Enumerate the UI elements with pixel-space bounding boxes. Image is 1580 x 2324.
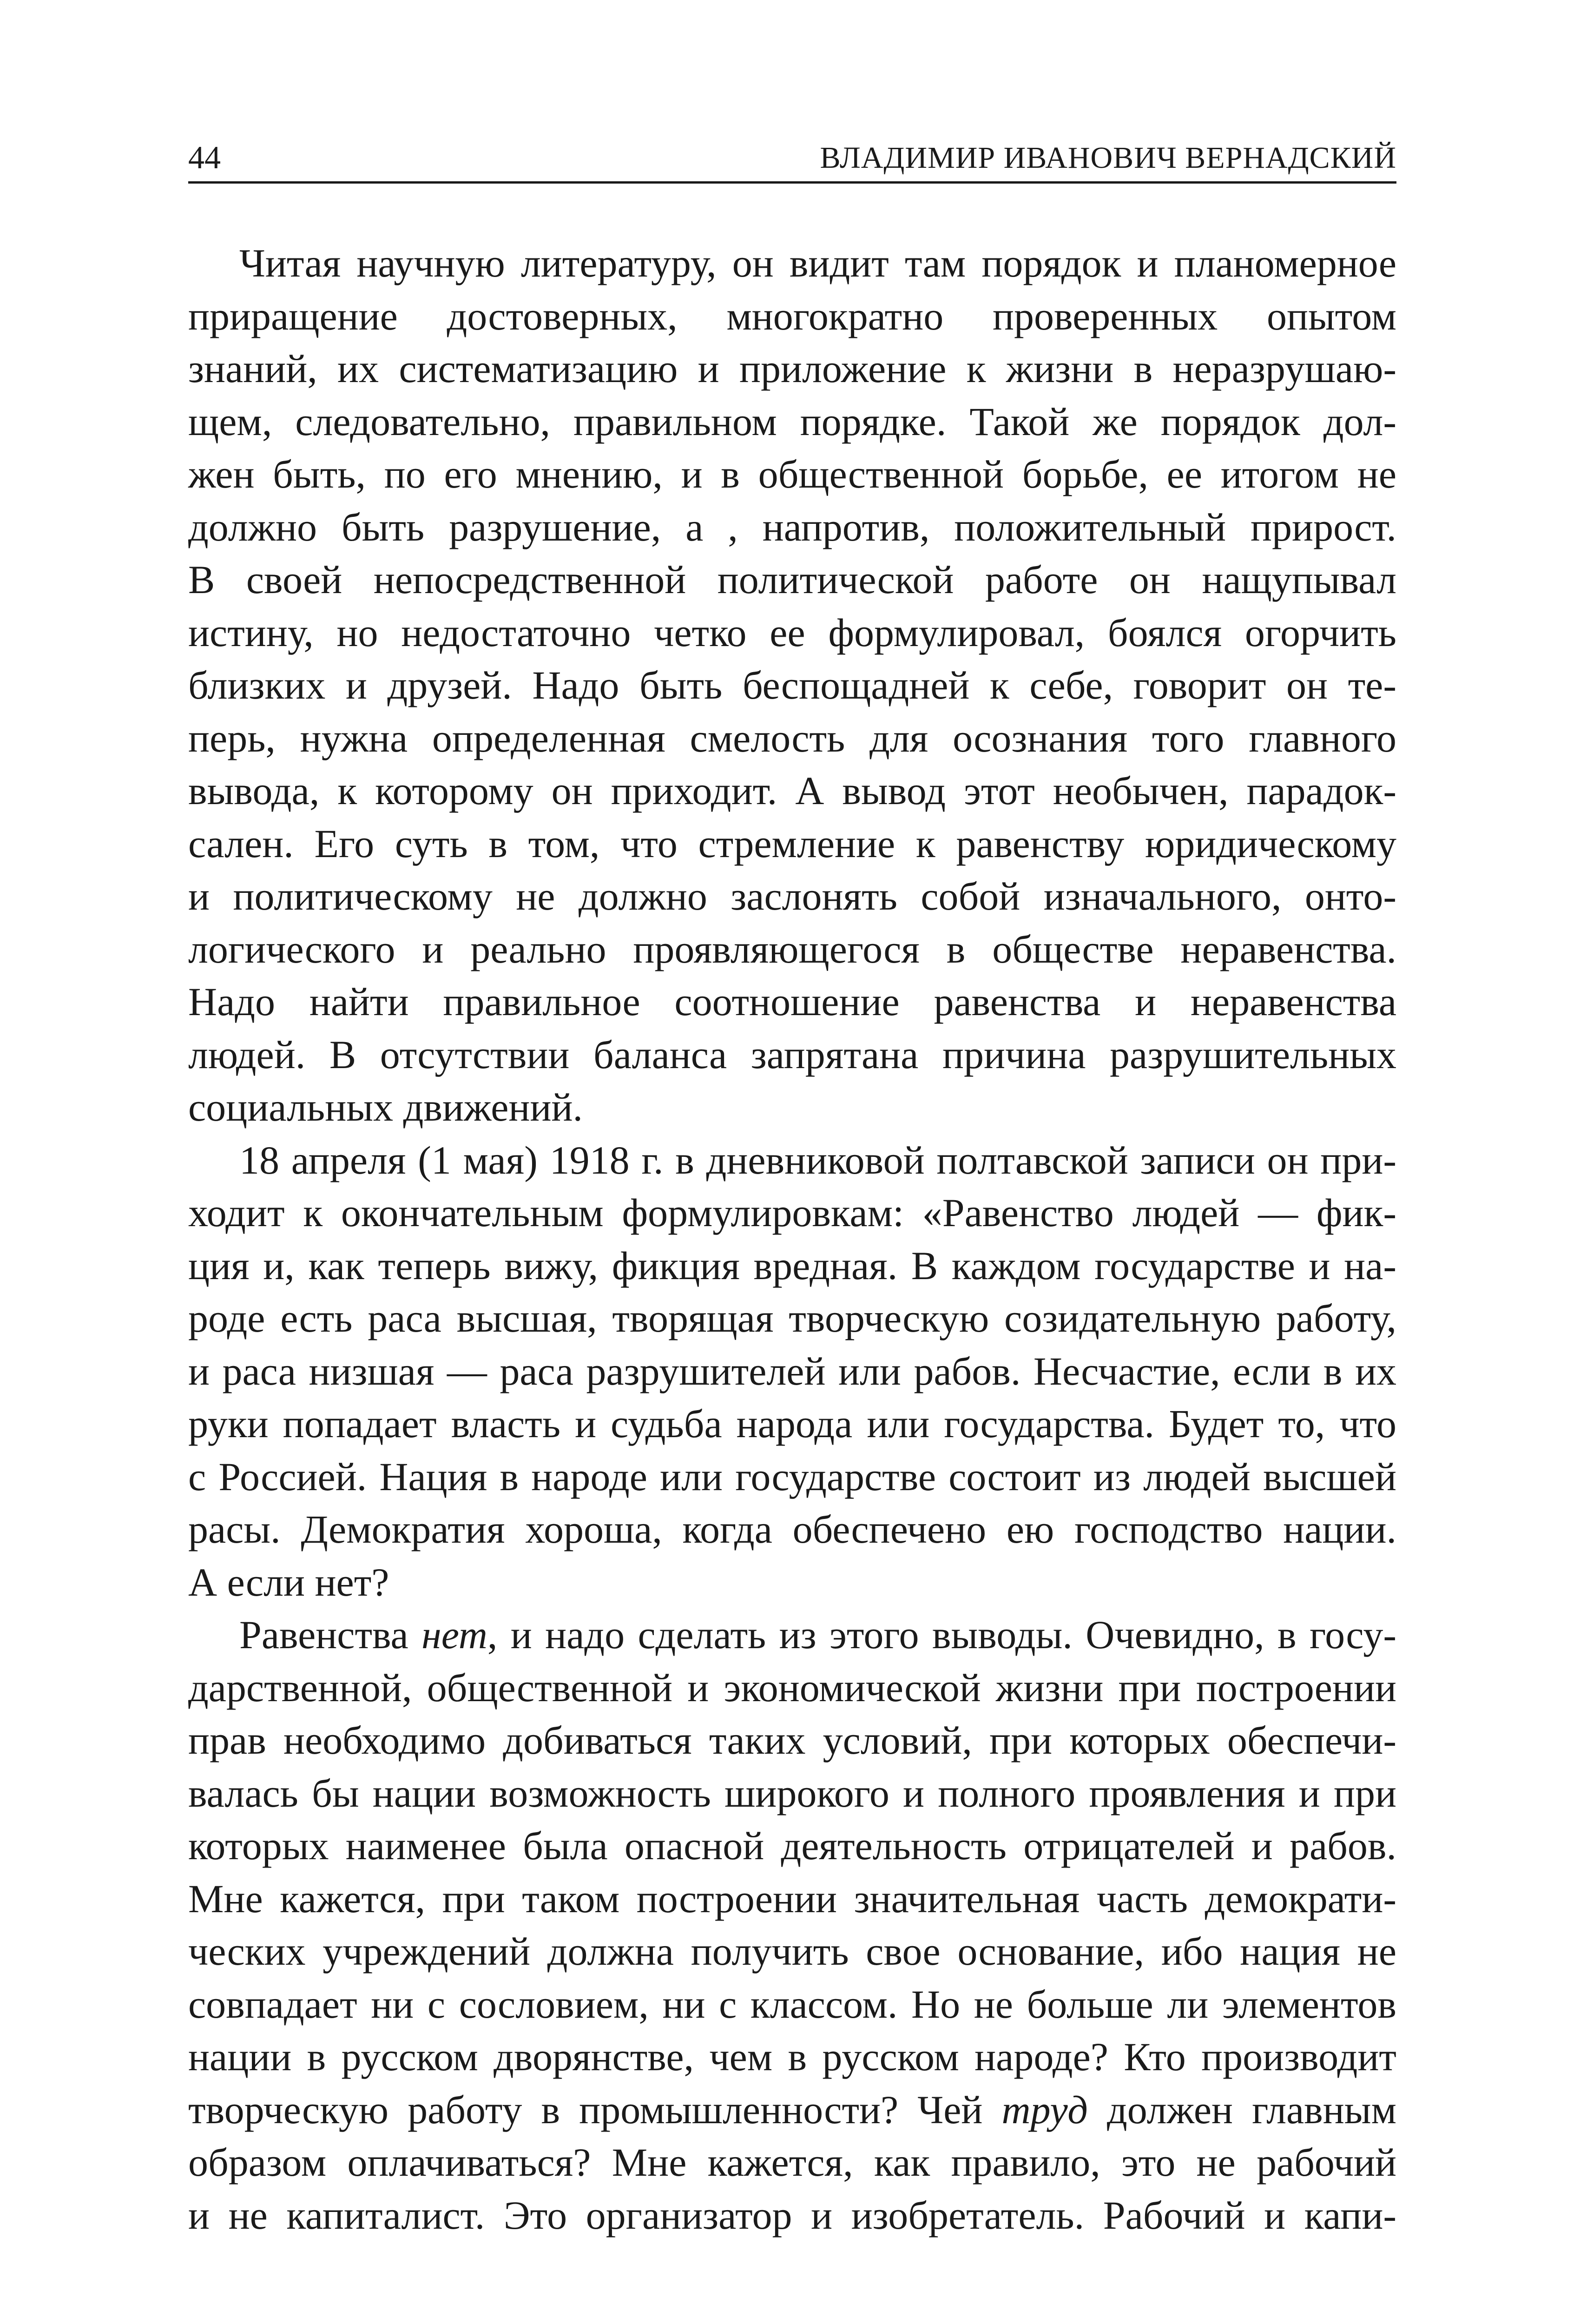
text-line: образом оплачиваться? Мне кажется, как правило, это не рабочий xyxy=(188,2140,1396,2185)
text-line: близких и друзей. Надо быть беспощадней к себе, говорит он те- xyxy=(188,663,1396,707)
text-line xyxy=(188,1609,1396,1662)
paragraph-2 xyxy=(188,1134,1396,1609)
text-line: сален. Его суть в том, что стремление к равенству юридическому xyxy=(188,821,1396,866)
text-line: должно быть разрушение, а , напротив, положительный прирост. xyxy=(188,504,1396,549)
text-line: ходит к окончательным формулировкам: «Равенство людей — фик- xyxy=(188,1190,1396,1235)
page-number: 44 xyxy=(188,140,221,176)
italic-emphasis: труд xyxy=(1001,2087,1088,2132)
text-line: приращение достоверных, многократно проверенных опытом xyxy=(188,293,1396,338)
text-line: дарственной, общественной и экономической жизни при построении xyxy=(188,1665,1396,1710)
running-title: ВЛАДИМИР ИВАНОВИЧ ВЕРНАДСКИЙ xyxy=(820,141,1396,175)
text-line: и не капиталист. Это организатор и изобретатель. Рабочий и капи- xyxy=(188,2192,1396,2238)
text-line: нации в русском дворянстве, чем в русском народе? Кто производит xyxy=(188,2034,1396,2079)
text-line: логического и реально проявляющегося в обществе неравенства. xyxy=(188,926,1396,971)
text-line: ческих учреждений должна получить свое основание, ибо нация не xyxy=(188,1929,1396,1974)
text-line: руки попадает власть и судьба народа или государства. Будет то, что xyxy=(188,1401,1396,1446)
text-line: и политическому не должно заслонять собой изначального, онто- xyxy=(188,874,1396,918)
text-line: знаний, их систематизацию и приложение к жизни в неразрушаю- xyxy=(188,346,1396,391)
text-line: 18 апреля (1 мая) 1918 г. в дневниковой полтавской записи он при- xyxy=(239,1137,1396,1182)
text-line: расы. Демократия хороша, когда обеспечено ею господство нации. xyxy=(188,1507,1396,1552)
text-line: Читая научную литературу, он видит там порядок и планомерное xyxy=(239,241,1396,285)
text-line: и раса низшая — раса разрушителей или рабов. Несчастие, если в их xyxy=(188,1348,1396,1393)
running-header xyxy=(188,137,1396,184)
text-line: роде есть раса высшая, творящая творческую созидательную работу, xyxy=(188,1296,1396,1340)
text-line: истину, но недостаточно четко ее формулировал, боялся огорчить xyxy=(188,610,1396,655)
text-line: совпадает ни с сословием, ни с классом. Но не больше ли элементов xyxy=(188,1981,1396,2027)
text-run: , и надо сделать из этого выводы. Очевидно, в госу- xyxy=(487,1612,1396,1657)
text-line xyxy=(188,2084,1396,2137)
text-line: А если нет? xyxy=(188,1559,389,1604)
text-line: людей. В отсутствии баланса запрятана причина разрушительных xyxy=(188,1032,1396,1077)
text-line: ция и, как теперь вижу, фикция вредная. В каждом государстве и на- xyxy=(188,1243,1396,1288)
text-line: социальных движений. xyxy=(188,1085,583,1129)
text-line: валась бы нации возможность широкого и полного проявления и при xyxy=(188,1770,1396,1816)
text-line: которых наименее была опасной деятельность отрицателей и рабов. xyxy=(188,1823,1396,1868)
text-line: с Россией. Нация в народе или государстве состоит из людей высшей xyxy=(188,1454,1396,1499)
paragraph-1 xyxy=(188,237,1396,1134)
text-line: жен быть, по его мнению, и в общественной борьбе, ее итогом не xyxy=(188,452,1396,496)
paragraph-3 xyxy=(188,1609,1396,2242)
text-line: Надо найти правильное соотношение равенства и неравенства xyxy=(188,979,1396,1024)
body-text xyxy=(188,237,1396,2242)
text-run: творческую работу в промышленности? Чей xyxy=(188,2087,1002,2132)
text-line: вывода, к которому он приходит. А вывод этот необычен, парадок- xyxy=(188,768,1396,813)
text-line: Мне кажется, при таком построении значительная часть демократи- xyxy=(188,1876,1396,1921)
text-line: щем, следовательно, правильном порядке. Такой же порядок дол- xyxy=(188,399,1396,444)
italic-emphasis: нет xyxy=(421,1612,487,1657)
text-line: В своей непосредственной политической работе он нащупывал xyxy=(188,557,1396,602)
text-run: Равенства xyxy=(239,1612,422,1657)
text-run: должен главным xyxy=(1087,2087,1396,2132)
text-line: прав необходимо добиваться таких условий, при которых обеспечи- xyxy=(188,1718,1396,1763)
text-line: перь, нужна определенная смелость для осознания того главного xyxy=(188,715,1396,760)
